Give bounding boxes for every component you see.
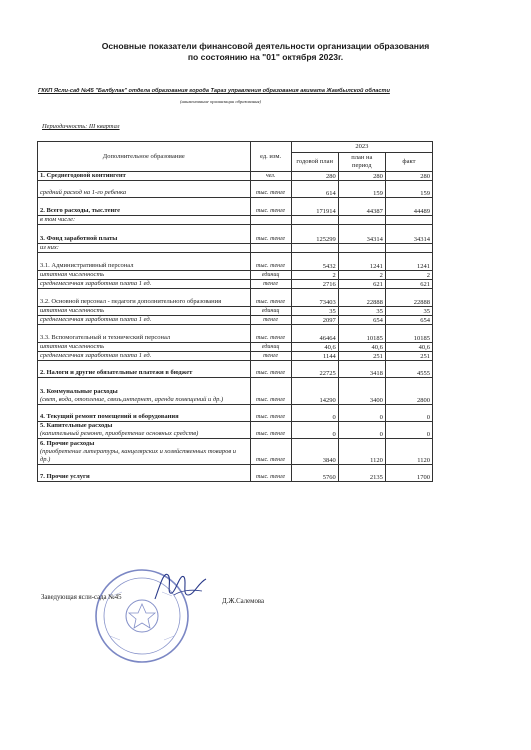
row-subtitle: (приобретение литературы, канцелярских и хозяйственных товаров и др.) bbox=[40, 448, 237, 463]
cell-plan-year: 0 bbox=[291, 405, 338, 422]
cell-plan-year: 0 bbox=[291, 422, 338, 439]
row-unit: тыс. тенге bbox=[250, 378, 291, 405]
table-row bbox=[38, 271, 433, 280]
row-unit: тыс. тенге bbox=[250, 405, 291, 422]
title-line-1: Основные показатели финансовой деятельности организации образования bbox=[101, 41, 430, 51]
cell-plan-period: 621 bbox=[338, 280, 385, 289]
row-label bbox=[38, 405, 251, 422]
row-unit bbox=[250, 216, 291, 225]
table-row bbox=[38, 352, 433, 361]
cell-fact: 0 bbox=[385, 405, 432, 422]
table-row bbox=[38, 439, 433, 465]
cell-plan-year: 2716 bbox=[291, 280, 338, 289]
cell-plan-period: 40,6 bbox=[338, 343, 385, 352]
cell-fact bbox=[385, 244, 432, 253]
financial-table bbox=[37, 141, 433, 482]
row-unit: тыс. тенге bbox=[250, 198, 291, 216]
cell-fact: 0 bbox=[385, 422, 432, 439]
cell-plan-period: 10185 bbox=[338, 325, 385, 343]
row-title: 3.2. Основной персонал - педагоги дополнительного образования bbox=[40, 298, 222, 305]
cell-plan-year: 2097 bbox=[291, 316, 338, 325]
table-row bbox=[38, 253, 433, 271]
cell-fact: 280 bbox=[385, 172, 432, 181]
row-unit: тыс. тенге bbox=[250, 289, 291, 307]
row-label bbox=[38, 225, 251, 244]
cell-plan-period: 0 bbox=[338, 422, 385, 439]
cell-fact: 10185 bbox=[385, 325, 432, 343]
cell-fact: 654 bbox=[385, 316, 432, 325]
row-label bbox=[38, 422, 251, 439]
row-unit: тыс. тенге bbox=[250, 422, 291, 439]
table-row bbox=[38, 181, 433, 198]
row-title: 5. Капительные расходы bbox=[40, 422, 113, 429]
table-body bbox=[38, 172, 433, 482]
cell-plan-period: 654 bbox=[338, 316, 385, 325]
row-title: 6. Прочие расходы bbox=[40, 440, 95, 447]
row-title: среднемесячная заработная плата 1 ед. bbox=[40, 316, 152, 323]
row-label bbox=[38, 316, 251, 325]
row-label bbox=[38, 172, 251, 181]
cell-plan-period: 34314 bbox=[338, 225, 385, 244]
row-title: штатная численность bbox=[40, 307, 105, 314]
row-title: 7. Прочие услуги bbox=[40, 473, 90, 480]
column-header-unit: ед. изм. bbox=[250, 142, 291, 172]
column-header-fact: факт bbox=[385, 153, 432, 172]
table-row bbox=[38, 172, 433, 181]
row-title: среднемесячная заработная плата 1 ед. bbox=[40, 352, 152, 359]
cell-fact: 34314 bbox=[385, 225, 432, 244]
row-label bbox=[38, 216, 251, 225]
cell-plan-year bbox=[291, 216, 338, 225]
cell-plan-year: 14290 bbox=[291, 378, 338, 405]
row-title: штатная численность bbox=[40, 343, 105, 350]
cell-plan-year: 22725 bbox=[291, 361, 338, 378]
row-title: 3. Коммунальные расходы bbox=[40, 388, 118, 395]
table-row bbox=[38, 244, 433, 253]
column-header-name: Дополнительное образование bbox=[38, 142, 251, 172]
row-label bbox=[38, 378, 251, 405]
row-label bbox=[38, 198, 251, 216]
row-label bbox=[38, 253, 251, 271]
row-title: 3. Фонд заработной платы bbox=[40, 235, 118, 242]
row-unit: тыс. тенге bbox=[250, 181, 291, 198]
row-label bbox=[38, 352, 251, 361]
row-title: 4. Текущий ремонт помещений и оборудования bbox=[40, 413, 179, 420]
row-title: 3.3. Вспомогательный и технический персонал bbox=[40, 334, 171, 341]
row-unit bbox=[250, 244, 291, 253]
organization-name: ГККП Ясли-сад №45 "Балбулак" отдела образования города Тараз управления образования акимата Жамбылской области bbox=[38, 88, 390, 94]
table-row bbox=[38, 422, 433, 439]
cell-fact: 40,6 bbox=[385, 343, 432, 352]
cell-plan-period: 3418 bbox=[338, 361, 385, 378]
row-unit: тенге bbox=[250, 280, 291, 289]
row-title: из них: bbox=[40, 244, 59, 251]
cell-plan-year: 280 bbox=[291, 172, 338, 181]
cell-plan-year: 125299 bbox=[291, 225, 338, 244]
row-unit: тыс. тенге bbox=[250, 253, 291, 271]
row-label bbox=[38, 465, 251, 482]
cell-plan-year: 46464 bbox=[291, 325, 338, 343]
row-label bbox=[38, 244, 251, 253]
table-row bbox=[38, 465, 433, 482]
cell-plan-period: 44387 bbox=[338, 198, 385, 216]
cell-plan-year: 5432 bbox=[291, 253, 338, 271]
table-row bbox=[38, 316, 433, 325]
table-row bbox=[38, 343, 433, 352]
cell-fact: 1120 bbox=[385, 439, 432, 465]
row-label bbox=[38, 439, 251, 465]
column-header-year: 2023 bbox=[291, 142, 432, 153]
column-header-plan-period: план на период bbox=[338, 153, 385, 172]
row-unit: единиц bbox=[250, 271, 291, 280]
row-title: 1. Среднегодовой контингент bbox=[40, 172, 126, 179]
handwritten-signature bbox=[150, 565, 210, 605]
cell-plan-year: 35 bbox=[291, 307, 338, 316]
table-row bbox=[38, 307, 433, 316]
cell-plan-year: 614 bbox=[291, 181, 338, 198]
cell-plan-period: 251 bbox=[338, 352, 385, 361]
table-row bbox=[38, 216, 433, 225]
table-row bbox=[38, 405, 433, 422]
row-unit: единиц bbox=[250, 343, 291, 352]
cell-plan-period bbox=[338, 216, 385, 225]
row-subtitle: (свет, вода, отопление, связь,интернет, аренда помещений и др.) bbox=[40, 396, 224, 403]
row-unit: тыс. тенге bbox=[250, 439, 291, 465]
table-row bbox=[38, 198, 433, 216]
row-unit: чел. bbox=[250, 172, 291, 181]
row-unit: единиц bbox=[250, 307, 291, 316]
row-label bbox=[38, 307, 251, 316]
cell-plan-year: 171914 bbox=[291, 198, 338, 216]
cell-plan-year: 5760 bbox=[291, 465, 338, 482]
cell-plan-period: 1120 bbox=[338, 439, 385, 465]
cell-fact bbox=[385, 216, 432, 225]
row-unit: тенге bbox=[250, 352, 291, 361]
cell-plan-period bbox=[338, 244, 385, 253]
cell-plan-year: 73403 bbox=[291, 289, 338, 307]
row-unit: тыс. тенге bbox=[250, 465, 291, 482]
row-title: 2. Всего расходы, тыс.тенге bbox=[40, 207, 121, 214]
cell-fact: 2 bbox=[385, 271, 432, 280]
document-title bbox=[0, 41, 531, 63]
table-row bbox=[38, 280, 433, 289]
table-row bbox=[38, 361, 433, 378]
cell-fact: 251 bbox=[385, 352, 432, 361]
row-unit: тенге bbox=[250, 316, 291, 325]
cell-fact: 159 bbox=[385, 181, 432, 198]
row-title: среднемесячная заработная плата 1 ед. bbox=[40, 280, 152, 287]
cell-plan-period: 2135 bbox=[338, 465, 385, 482]
signature-label: Заведующая ясли-сада №45 bbox=[41, 594, 122, 601]
row-title: 3.1. Административный персонал bbox=[40, 262, 134, 269]
row-label bbox=[38, 271, 251, 280]
row-unit: тыс. тенге bbox=[250, 325, 291, 343]
cell-fact: 22888 bbox=[385, 289, 432, 307]
table-row bbox=[38, 225, 433, 244]
cell-plan-year: 3840 bbox=[291, 439, 338, 465]
table-row bbox=[38, 378, 433, 405]
cell-plan-period: 159 bbox=[338, 181, 385, 198]
cell-fact: 1700 bbox=[385, 465, 432, 482]
cell-plan-year: 1144 bbox=[291, 352, 338, 361]
cell-plan-period: 3400 bbox=[338, 378, 385, 405]
row-subtitle: (капительный ремонт, приобретение основных средств) bbox=[40, 430, 199, 437]
cell-plan-period: 1241 bbox=[338, 253, 385, 271]
cell-plan-period: 35 bbox=[338, 307, 385, 316]
periodicity: Периодичность: III квартал bbox=[42, 123, 120, 130]
cell-plan-year bbox=[291, 244, 338, 253]
row-unit: тыс. тенге bbox=[250, 361, 291, 378]
row-label bbox=[38, 325, 251, 343]
row-label bbox=[38, 181, 251, 198]
organization-note: (наименование организации образования) bbox=[180, 99, 262, 104]
cell-fact: 1241 bbox=[385, 253, 432, 271]
row-label bbox=[38, 289, 251, 307]
table-row bbox=[38, 289, 433, 307]
cell-fact: 4555 bbox=[385, 361, 432, 378]
row-title: средний расход на 1-го ребенка bbox=[40, 189, 127, 196]
table-row bbox=[38, 325, 433, 343]
cell-plan-year: 40,6 bbox=[291, 343, 338, 352]
row-title: в том числе: bbox=[40, 216, 76, 223]
cell-plan-year: 2 bbox=[291, 271, 338, 280]
cell-fact: 621 bbox=[385, 280, 432, 289]
row-label bbox=[38, 343, 251, 352]
column-header-plan-year: годовой план bbox=[291, 153, 338, 172]
cell-plan-period: 2 bbox=[338, 271, 385, 280]
cell-fact: 2800 bbox=[385, 378, 432, 405]
title-line-2: по состоянию на "01" октября 2023г. bbox=[187, 52, 344, 62]
row-label bbox=[38, 361, 251, 378]
cell-plan-period: 22888 bbox=[338, 289, 385, 307]
cell-fact: 35 bbox=[385, 307, 432, 316]
row-title: 2. Налоги и другие обязательные платежи в бюджет bbox=[40, 369, 193, 376]
row-title: штатная численность bbox=[40, 271, 105, 278]
row-label bbox=[38, 280, 251, 289]
cell-fact: 44489 bbox=[385, 198, 432, 216]
cell-plan-period: 0 bbox=[338, 405, 385, 422]
signatory-name: Д.Ж.Салемова bbox=[222, 598, 264, 605]
cell-plan-period: 280 bbox=[338, 172, 385, 181]
row-unit: тыс. тенге bbox=[250, 225, 291, 244]
